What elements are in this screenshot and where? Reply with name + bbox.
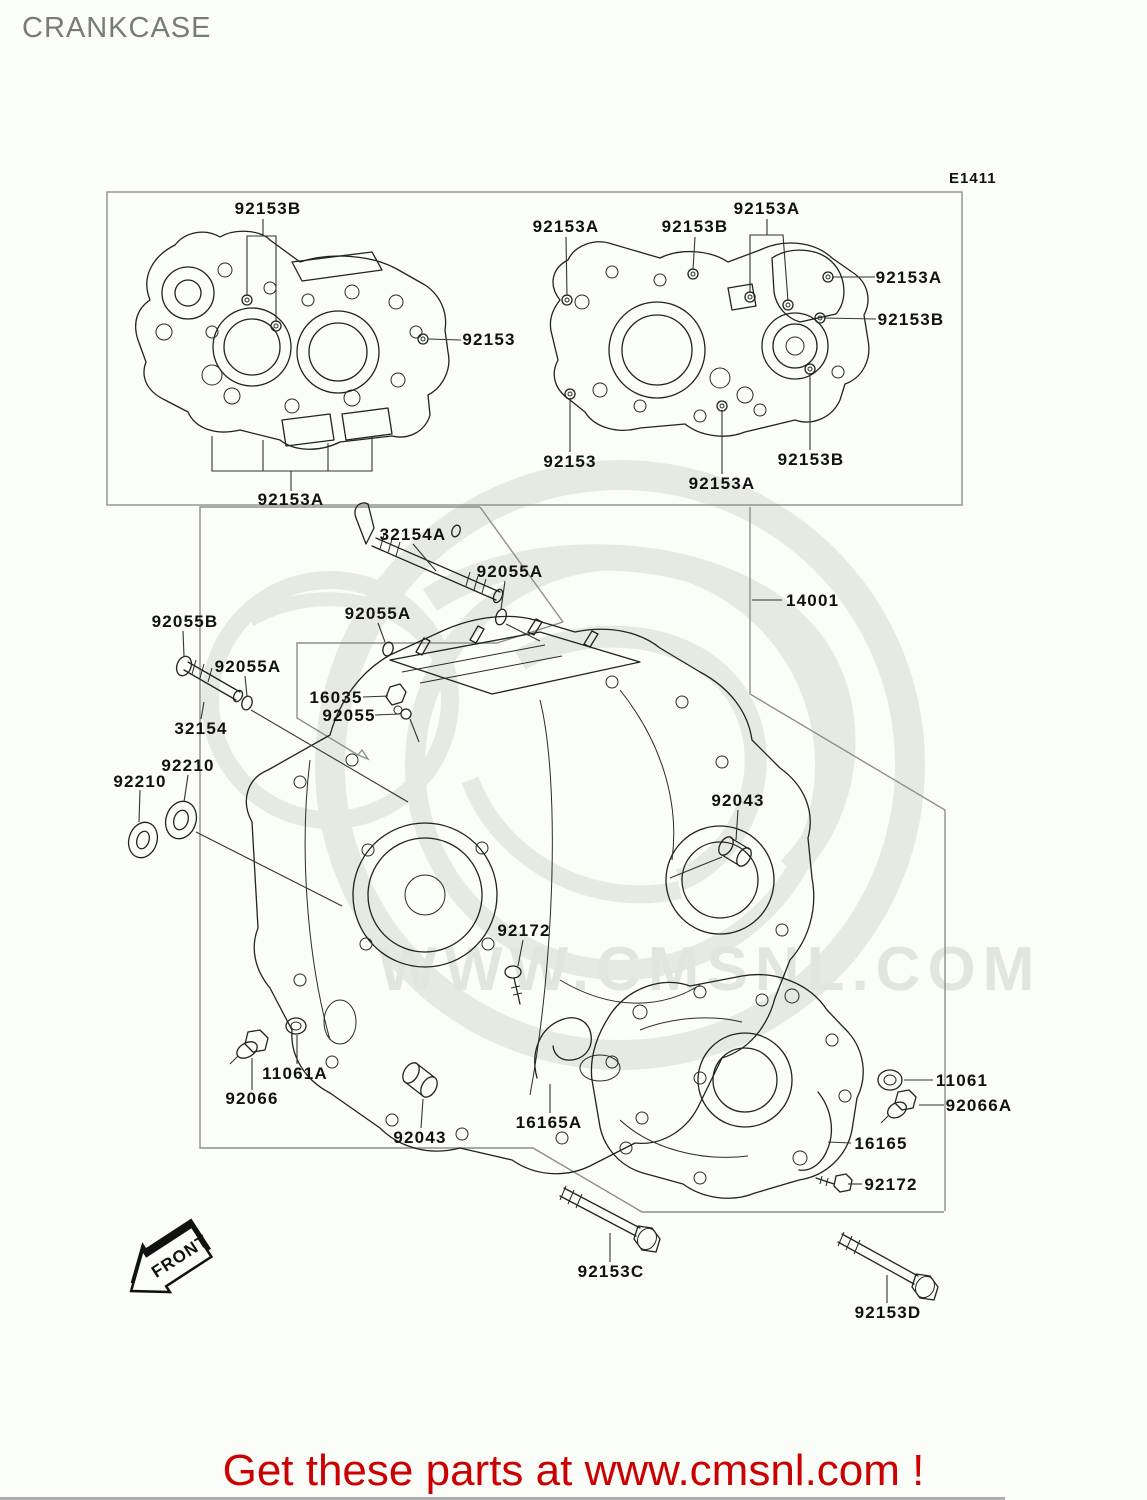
part-label-92153a: 92153A	[532, 217, 600, 236]
part-label-92172: 92172	[497, 921, 551, 940]
ring-92055	[401, 709, 411, 719]
bolt-92172-right	[816, 1174, 852, 1192]
part-label-92066a: 92066A	[945, 1096, 1013, 1115]
page-title: CRANKCASE	[22, 12, 212, 44]
part-label-16035: 16035	[309, 688, 363, 707]
part-label-92153b: 92153B	[777, 450, 845, 469]
part-label-92153a: 92153A	[257, 490, 325, 509]
part-label-92153b: 92153B	[234, 199, 302, 218]
part-label-32154: 32154	[174, 719, 228, 738]
part-label-92055: 92055	[322, 706, 376, 725]
part-label-92066: 92066	[225, 1089, 279, 1108]
crankcase-right-half-drawing	[550, 242, 868, 436]
part-label-11061a: 11061A	[262, 1064, 328, 1083]
part-label-32154a: 32154A	[379, 525, 447, 544]
part-label-92153c: 92153C	[577, 1262, 645, 1281]
crankcase-left-half-drawing	[136, 231, 449, 449]
part-label-92153a: 92153A	[733, 199, 801, 218]
part-label-92153b: 92153B	[661, 217, 729, 236]
part-label-92043: 92043	[711, 791, 765, 810]
part-label-92055b: 92055B	[151, 612, 219, 631]
gasket-11061a	[286, 1018, 306, 1034]
part-label-92172: 92172	[864, 1175, 918, 1194]
part-label-14001: 14001	[786, 591, 840, 610]
part-label-92210: 92210	[113, 772, 167, 791]
part-number-labels	[113, 199, 1012, 1322]
front-marker-text: FRONT	[148, 1231, 212, 1282]
bolt-92153d	[838, 1232, 938, 1301]
part-label-92055a: 92055A	[476, 562, 544, 581]
part-label-11061: 11061	[935, 1071, 989, 1090]
footer-banner: Get these parts at www.cmsnl.com !	[222, 1446, 925, 1495]
part-label-92055a: 92055A	[344, 604, 412, 623]
plug-92066a	[881, 1090, 916, 1123]
watermark-url-text: WWW.CMSNL.COM	[378, 935, 1042, 1004]
plug-92066	[230, 1030, 268, 1064]
part-label-92153a: 92153A	[875, 268, 943, 287]
part-label-92153b: 92153B	[877, 310, 945, 329]
dowel-92043-lower	[399, 1060, 440, 1100]
cmsnl-watermark	[210, 475, 1041, 1055]
washers-92210	[124, 797, 201, 861]
diagram-code: E1411	[949, 170, 997, 187]
part-label-92210: 92210	[161, 756, 215, 775]
part-label-92153: 92153	[543, 452, 597, 471]
part-label-16165a: 16165A	[515, 1113, 583, 1132]
part-label-92043: 92043	[393, 1128, 447, 1147]
part-label-92153: 92153	[462, 330, 516, 349]
bracket-16165	[799, 1092, 831, 1170]
front-marker	[112, 1212, 220, 1310]
part-label-16165: 16165	[854, 1134, 908, 1153]
part-label-92153a: 92153A	[688, 474, 756, 493]
gasket-11061	[878, 1070, 902, 1090]
shift-fork	[355, 503, 374, 544]
part-label-92153d: 92153D	[854, 1303, 922, 1322]
part-label-92055a: 92055A	[214, 657, 282, 676]
crankcase-lower-right-drawing	[591, 975, 863, 1199]
top-view-bolt-heads	[242, 269, 833, 411]
